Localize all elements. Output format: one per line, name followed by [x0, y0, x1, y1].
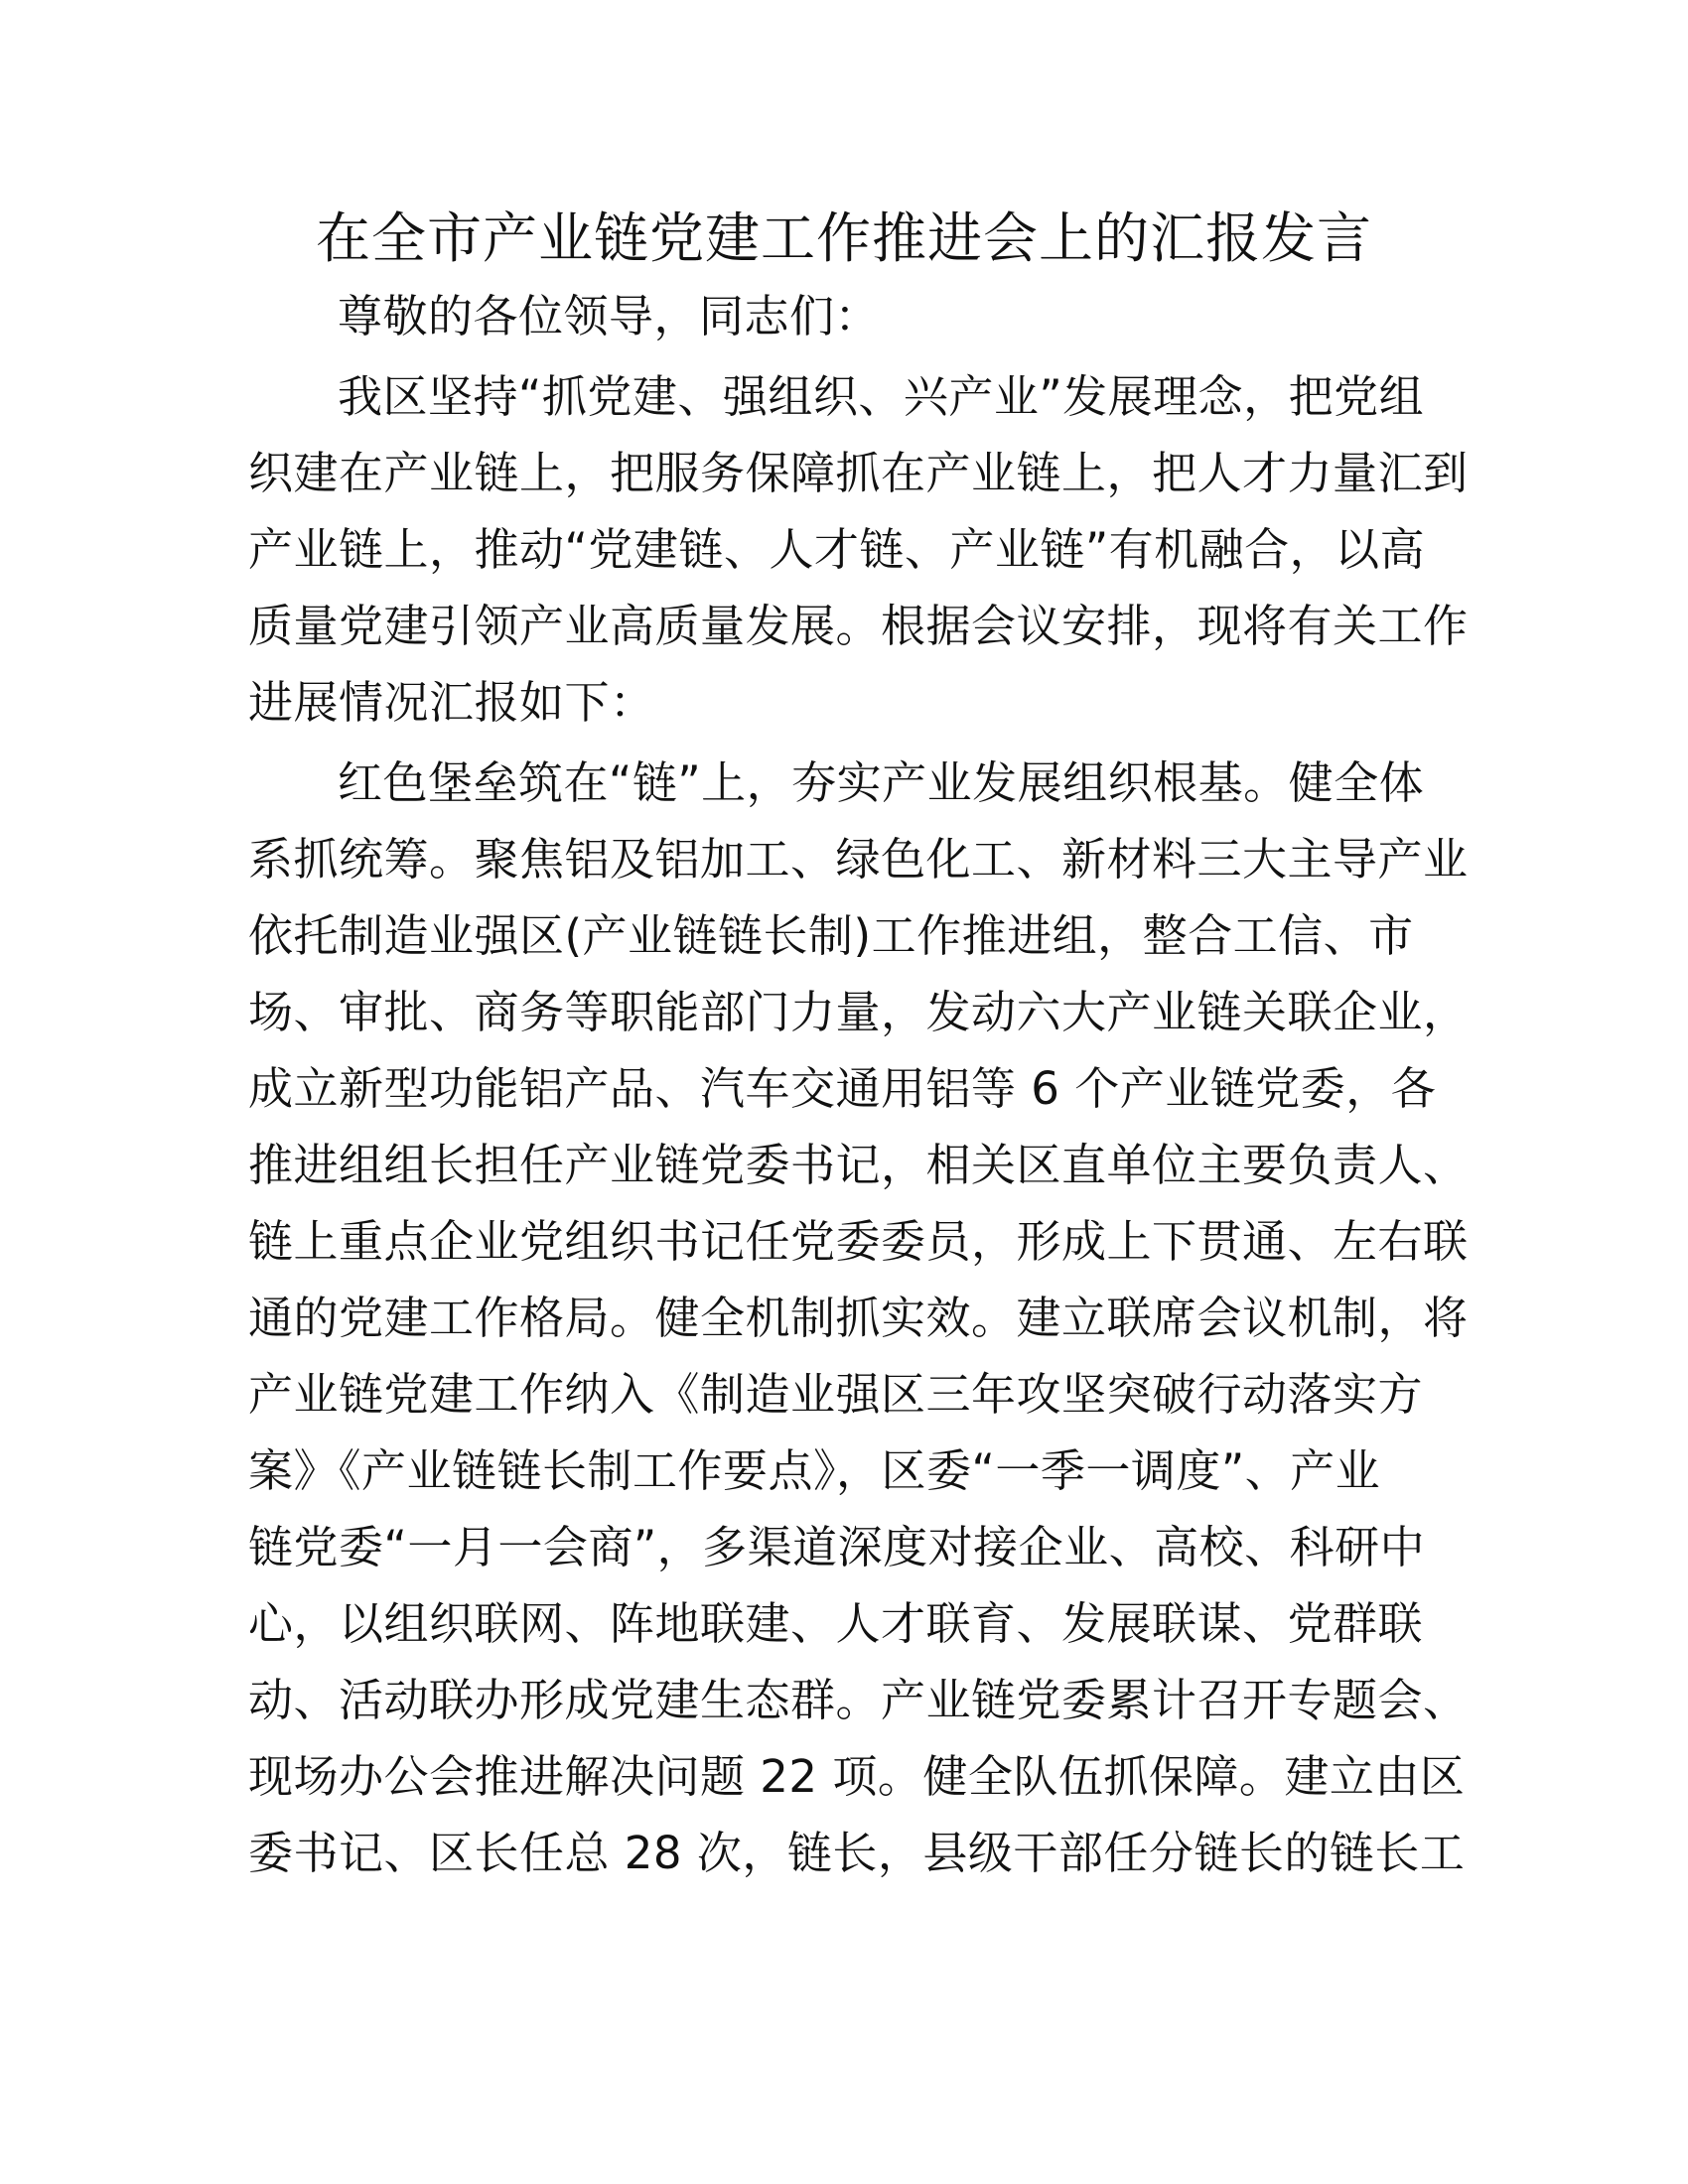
text-line: 红色堡垒筑在“链”上，夯实产业发展组织根基。健全体 [338, 756, 1425, 809]
document-title: 在全市产业链党建工作推进会上的汇报发言 [315, 206, 1372, 270]
salutation-paragraph [248, 278, 1440, 354]
text-line: 案》《产业链链长制工作要点》，区委“一季一调度”、产业 [248, 1444, 1381, 1497]
text-line: 场、审批、商务等职能部门力量，发动六大产业链关联企业， [248, 986, 1469, 1038]
text-line: 现场办公会推进解决问题 22 项。健全队伍抓保障。建立由区 [248, 1750, 1466, 1803]
text-line: 质量党建引领产业高质量发展。根据会议安排，现将有关工作 [248, 600, 1469, 652]
text-line: 进展情况汇报如下： [248, 676, 655, 729]
text-line: 系抓统筹。聚焦铝及铝加工、绿色化工、新材料三大主导产业 [248, 833, 1469, 886]
text-line: 动、活动联办形成党建生态群。产业链党委累计召开专题会、 [248, 1674, 1469, 1726]
section-paragraph [248, 745, 1469, 1891]
text-line: 尊敬的各位领导，同志们： [338, 290, 881, 342]
text-line: 织建在产业链上，把服务保障抓在产业链上，把人才力量汇到 [248, 447, 1469, 499]
text-line: 我区坚持“抓党建、强组织、兴产业”发展理念，把党组 [338, 370, 1425, 423]
text-line: 通的党建工作格局。健全机制抓实效。建立联席会议机制，将 [248, 1292, 1469, 1344]
document-body [248, 278, 1469, 1895]
text-line: 依托制造业强区(产业链链长制)工作推进组，整合工信、市 [248, 909, 1414, 962]
text-line: 委书记、区长任总 28 次，链长，县级干部任分链长的链长工 [248, 1827, 1466, 1879]
text-line: 心，以组织联网、阵地联建、人才联育、发展联谋、党群联 [248, 1597, 1424, 1650]
text-line: 产业链上，推动“党建链、人才链、产业链”有机融合，以高 [248, 523, 1426, 576]
text-line: 产业链党建工作纳入《制造业强区三年攻坚突破行动落实方 [248, 1368, 1424, 1421]
text-line: 链上重点企业党组织书记任党委委员，形成上下贯通、左右联 [248, 1215, 1469, 1268]
text-line: 链党委“一月一会商”，多渠道深度对接企业、高校、科研中 [248, 1521, 1426, 1573]
intro-paragraph [248, 358, 1469, 741]
text-line: 推进组组长担任产业链党委书记，相关区直单位主要负责人、 [248, 1139, 1469, 1191]
text-line: 成立新型功能铝产品、汽车交通用铝等 6 个产业链党委，各 [248, 1062, 1437, 1115]
